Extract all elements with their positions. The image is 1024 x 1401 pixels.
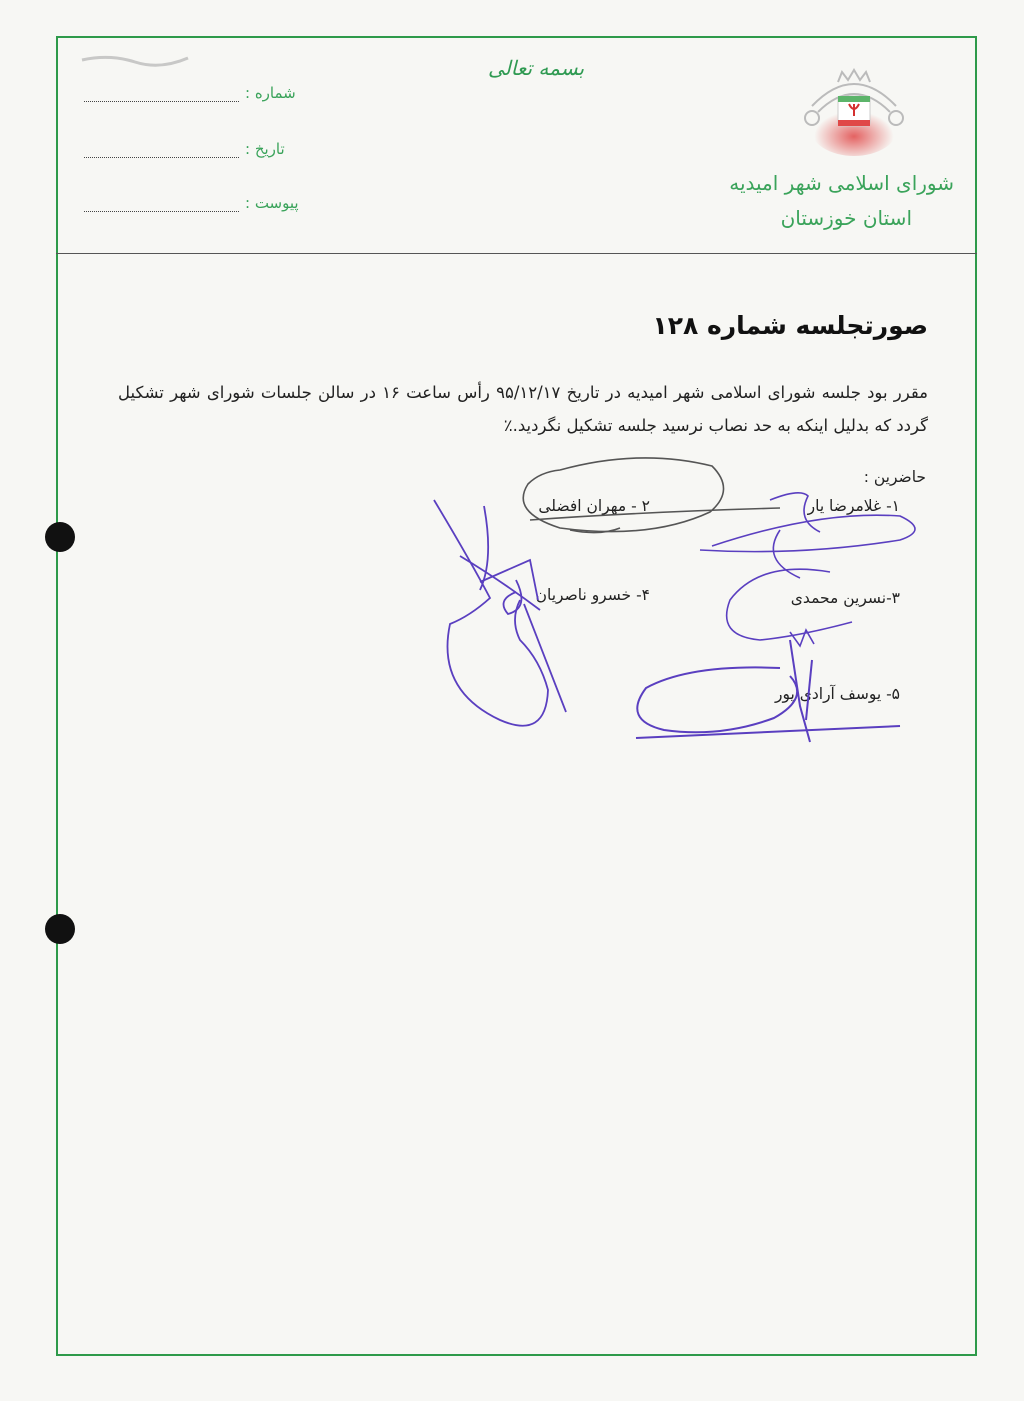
date-label: تاریخ : — [245, 140, 285, 158]
bismillah-calligraphy: بسمه تعالی — [488, 56, 585, 80]
attendee-2: ۲ - مهران افضلی — [538, 497, 650, 515]
date-dotted-line — [84, 151, 239, 158]
organization-province: استان خوزستان — [780, 206, 912, 230]
attendee-3: ۳-نسرین محمدی — [790, 589, 900, 607]
date-field — [84, 134, 285, 158]
attendee-1: ۱- غلامرضا یار — [807, 497, 900, 515]
organization-name: شورای اسلامی شهر امیدیه — [729, 171, 954, 195]
attendee-4: ۴- خسرو ناصریان — [535, 586, 650, 604]
minutes-title: صورتجلسه شماره ۱۲۸ — [652, 311, 928, 340]
number-field — [84, 78, 296, 102]
corner-smudge-mark — [80, 50, 190, 68]
minutes-body: مقرر بود جلسه شورای اسلامی شهر امیدیه در تاریخ ۹۵/۱۲/۱۷ رأس ساعت ۱۶ در سالن جلسات شورای شهر تشکیل گردد که بدلیل اینکه به حد نصاب نرسید جلسه تشکیل نگردید.٪ — [118, 383, 929, 435]
punch-hole-top — [45, 522, 75, 552]
header-divider — [56, 253, 977, 254]
attachment-field — [84, 188, 299, 212]
attendees-label: حاضرین : — [863, 468, 926, 486]
number-label: شماره : — [245, 84, 296, 102]
punch-hole-bottom — [45, 914, 75, 944]
attendee-5: ۵- یوسف آرادی پور — [775, 685, 900, 703]
attachment-dotted-line — [84, 205, 239, 212]
attachment-label: پیوست : — [245, 194, 299, 212]
number-dotted-line — [84, 95, 239, 102]
iran-emblem-logo — [798, 66, 910, 158]
